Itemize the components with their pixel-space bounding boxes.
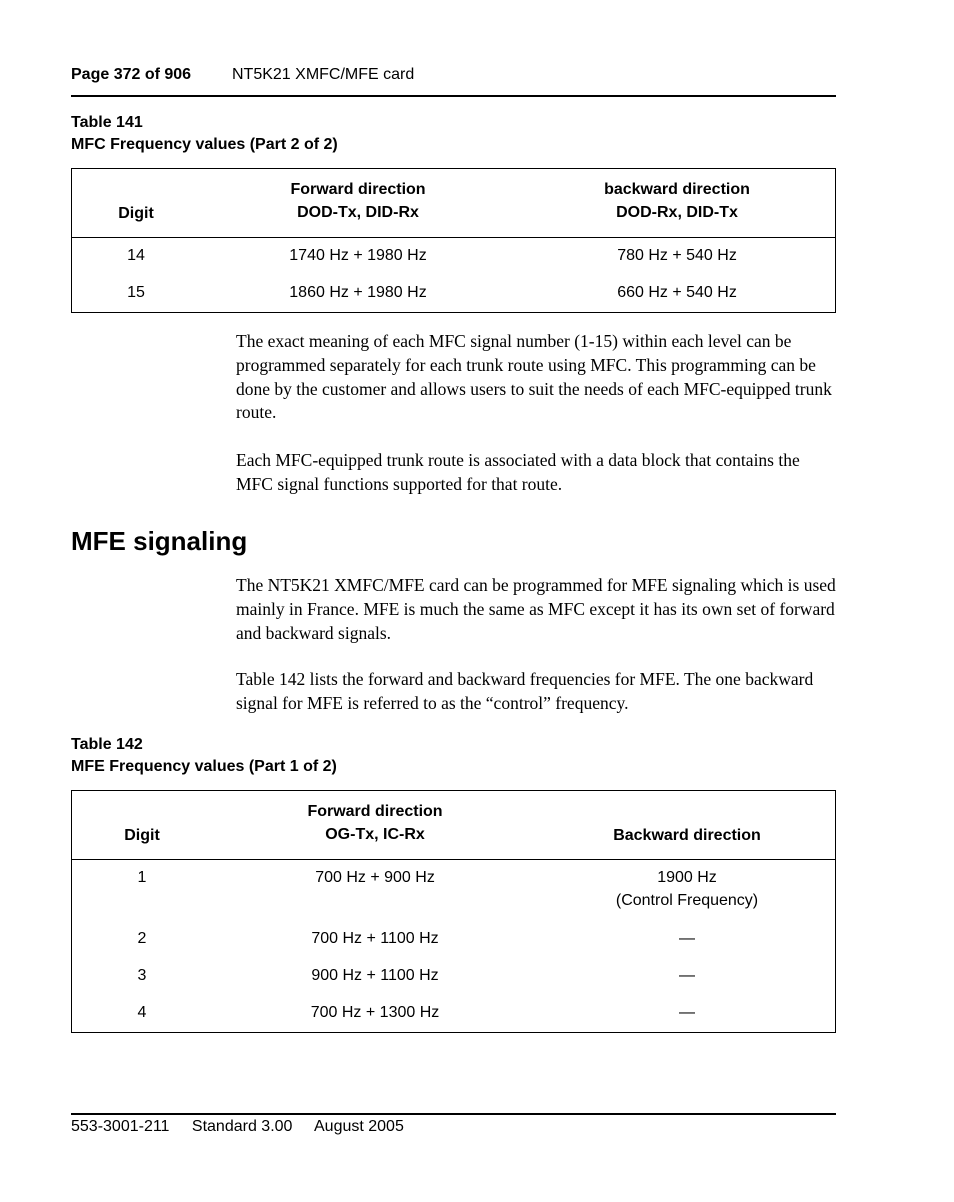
col-forward [225,800,525,846]
standard-version: Standard 3.00 [191,1118,293,1135]
table-row-forward: 700 Hz + 1100 Hz [311,930,439,947]
col-backward: Backward direction [613,827,761,844]
col-forward-line1: Forward direction [290,181,426,198]
page-header [71,66,415,84]
col-backward-line1: backward direction [604,181,750,198]
table-row-digit: 1 [137,869,147,886]
page-label: Page 372 of 906 [71,66,192,83]
table-142-header [72,791,835,860]
table-row-digit: 15 [127,284,145,301]
table-row-backward: 780 Hz + 540 Hz [617,247,737,264]
table-141-header [72,169,835,238]
table-142-caption [71,734,337,778]
col-backward-line2: DOD-Rx, DID-Tx [616,204,738,221]
table-row-forward: 700 Hz + 1300 Hz [310,1004,440,1021]
table-row-forward: 700 Hz + 900 Hz [315,869,435,886]
col-forward-line2: OG-Tx, IC-Rx [325,826,425,843]
table-row-backward: — [679,1004,695,1021]
col-forward [208,178,508,224]
table-row-backward: — [679,930,695,947]
table-row-digit: 2 [137,930,147,947]
footer-rule [71,1113,836,1115]
table-row-forward: 1740 Hz + 1980 Hz [289,247,427,264]
col-digit: Digit [124,827,160,844]
col-backward [527,178,827,224]
table-row-digit: 4 [137,1004,147,1021]
table-141-number: Table 141 [71,114,143,131]
table-row-backward: 660 Hz + 540 Hz [617,284,737,301]
publish-date: August 2005 [314,1118,404,1135]
section-heading: MFE signaling [71,526,248,556]
table-row-backward: — [679,967,695,984]
table-row-forward: 900 Hz + 1100 Hz [311,967,439,984]
paragraph-mfc-meaning: The exact meaning of each MFC signal number (1-15) within each level can be programmed separately for each trunk route using MFC. This programming can be done by the customer and allows users to suit the needs of each MFC-equipped trunk route. [236,331,832,423]
col-digit: Digit [118,205,154,222]
col-forward-line1: Forward direction [307,803,443,820]
table-142 [71,790,836,1033]
header-rule [71,95,836,97]
doc-number: 553-3001-211 [71,1118,170,1135]
col-forward-line2: DOD-Tx, DID-Rx [297,204,419,221]
paragraph-mfe-table-ref: Table 142 lists the forward and backward frequencies for MFE. The one backward signal for MFE is referred to as the “control” frequency. [236,669,814,713]
doc-title: NT5K21 XMFC/MFE card [232,66,415,83]
table-141-title: MFC Frequency values (Part 2 of 2) [71,136,338,153]
table-142-number: Table 142 [71,736,143,753]
table-row-forward: 1860 Hz + 1980 Hz [289,284,427,301]
table-141-caption [71,112,338,156]
page-footer [71,1118,422,1136]
table-141 [71,168,836,313]
table-row-backward: 1900 Hz (Control Frequency) [615,869,759,909]
paragraph-mfe-intro: The NT5K21 XMFC/MFE card can be programmed for MFE signaling which is used mainly in France. MFE is much the same as MFC except it has its own set of forward and backward signals. [236,575,836,643]
paragraph-mfc-data-block: Each MFC-equipped trunk route is associated with a data block that contains the MFC signal functions supported for that route. [236,450,800,494]
table-row-digit: 14 [127,247,145,264]
table-row-digit: 3 [137,967,147,984]
table-142-title: MFE Frequency values (Part 1 of 2) [71,758,337,775]
